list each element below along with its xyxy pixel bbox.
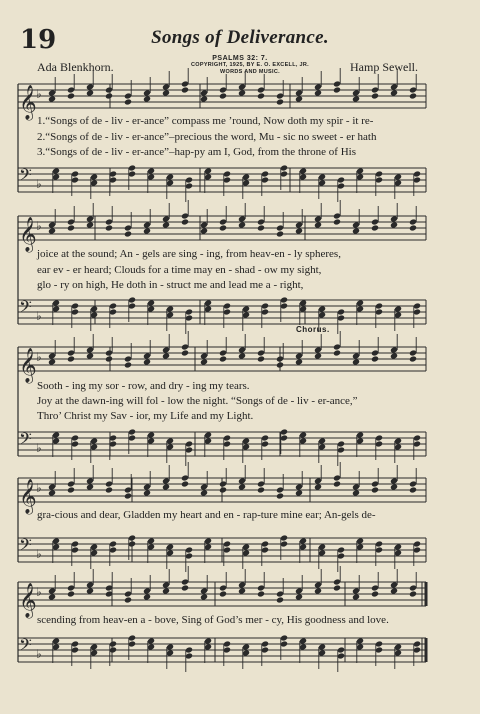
treble-clef-icon: 𝄞	[19, 479, 37, 514]
note-head	[162, 587, 170, 594]
note-head	[219, 92, 227, 99]
note-head	[143, 227, 151, 234]
note-head	[143, 95, 151, 102]
note-head	[276, 492, 284, 499]
note-head	[219, 590, 227, 597]
note-head	[124, 361, 132, 368]
flat-key-signature-icon: ♭	[36, 440, 42, 455]
note-head	[48, 227, 56, 234]
lyric-line: ear ev - er heard; Clouds for a time may en - shad - ow my sight,	[37, 264, 322, 276]
note-head	[257, 590, 265, 597]
note-head	[181, 349, 189, 356]
note-head	[67, 355, 75, 362]
note-head	[314, 483, 322, 490]
note-head	[67, 92, 75, 99]
note-head	[105, 224, 113, 231]
note-head	[371, 224, 379, 231]
flat-key-signature-icon: ♭	[36, 646, 42, 661]
note-head	[390, 352, 398, 359]
treble-clef-icon: 𝄞	[19, 583, 37, 618]
note-head	[333, 86, 341, 93]
flat-key-signature-icon: ♭	[36, 546, 42, 561]
note-head	[390, 89, 398, 96]
note-head	[86, 352, 94, 359]
note-head	[257, 224, 265, 231]
note-head	[124, 230, 132, 237]
note-head	[143, 489, 151, 496]
note-head	[200, 358, 208, 365]
note-head	[371, 355, 379, 362]
lyric-line: scending from heav-en a - bove, Sing of God’s mer - cy, His goodness and love.	[37, 614, 389, 626]
note-head	[67, 224, 75, 231]
note-head	[352, 95, 360, 102]
flat-key-signature-icon: ♭	[36, 349, 42, 364]
note-head	[314, 221, 322, 228]
note-head	[219, 224, 227, 231]
note-head	[219, 486, 227, 493]
note-head	[238, 352, 246, 359]
note-head	[295, 358, 303, 365]
flat-key-signature-icon: ♭	[36, 218, 42, 233]
note-head	[409, 224, 417, 231]
flat-key-signature-icon: ♭	[36, 86, 42, 101]
note-head	[48, 358, 56, 365]
treble-clef-icon: 𝄞	[19, 348, 37, 383]
note-head	[48, 593, 56, 600]
lyric-line: 2.“Songs of de - liv - er-ance”–precious the word, Mu - sic no sweet - er hath	[37, 131, 377, 143]
note-head	[352, 593, 360, 600]
chorus-label: Chorus.	[296, 325, 330, 334]
note-head	[371, 486, 379, 493]
note-head	[200, 593, 208, 600]
note-head	[86, 221, 94, 228]
note-head	[238, 221, 246, 228]
note-head	[200, 227, 208, 234]
flat-key-signature-icon: ♭	[36, 176, 42, 191]
note-head	[67, 590, 75, 597]
note-head	[162, 483, 170, 490]
note-head	[390, 221, 398, 228]
lyric-line: gra-cious and dear, Gladden my heart and en - rap-ture mine ear; An-gels de-	[37, 509, 376, 521]
note-head	[295, 593, 303, 600]
lyric-line: joice at the sound; An - gels are sing - ing, from heav-en - ly spheres,	[37, 248, 341, 260]
note-head	[238, 89, 246, 96]
note-head	[105, 92, 113, 99]
note-head	[409, 590, 417, 597]
bass-clef-icon: 𝄢	[19, 296, 32, 321]
note-head	[124, 98, 132, 105]
note-head	[105, 486, 113, 493]
note-head	[143, 593, 151, 600]
flat-key-signature-icon: ♭	[36, 480, 42, 495]
note-head	[257, 486, 265, 493]
bass-clef-icon: 𝄢	[19, 634, 32, 659]
composer-credit: Hamp Sewell.	[350, 60, 418, 74]
note-head	[314, 587, 322, 594]
note-head	[276, 596, 284, 603]
note-head	[409, 486, 417, 493]
note-head	[352, 358, 360, 365]
note-head	[181, 86, 189, 93]
note-head	[333, 218, 341, 225]
treble-clef-icon: 𝄞	[19, 217, 37, 252]
note-head	[105, 355, 113, 362]
note-head	[200, 95, 208, 102]
bass-clef-icon: 𝄢	[19, 164, 32, 189]
lyric-line: 1.“Songs of de - liv - er-ance” compass me ’round, Now doth my spir - it re-	[37, 115, 374, 127]
note-head	[162, 89, 170, 96]
note-head	[276, 361, 284, 368]
lyric-line: Joy at the dawn-ing will fol - low the night. “Songs of de - liv - er-ance,”	[37, 395, 358, 407]
note-head	[200, 489, 208, 496]
note-head	[390, 483, 398, 490]
note-head	[86, 89, 94, 96]
note-head	[314, 352, 322, 359]
copyright-line-1: COPYRIGHT, 1925, BY E. O. EXCELL, JR.	[191, 62, 309, 68]
note-head	[409, 355, 417, 362]
note-head	[67, 486, 75, 493]
note-head	[238, 587, 246, 594]
copyright-line-2: WORDS AND MUSIC.	[220, 68, 280, 75]
note-head	[162, 352, 170, 359]
note-head	[86, 483, 94, 490]
note-head	[181, 480, 189, 487]
note-head	[333, 584, 341, 591]
lyric-line: glo - ry on high, He doth in - struct me and lead me a - right,	[37, 279, 304, 291]
note-head	[295, 227, 303, 234]
note-head	[276, 230, 284, 237]
bass-clef-icon: 𝄢	[19, 534, 32, 559]
note-head	[181, 584, 189, 591]
note-head	[276, 98, 284, 105]
note-head	[371, 92, 379, 99]
note-head	[333, 480, 341, 487]
treble-clef-icon: 𝄞	[19, 85, 37, 120]
note-head	[390, 587, 398, 594]
note-head	[409, 92, 417, 99]
note-head	[219, 355, 227, 362]
note-head	[257, 92, 265, 99]
lyric-line: Sooth - ing my sor - row, and dry - ing my tears.	[37, 380, 250, 392]
note-head	[314, 89, 322, 96]
author-credit: Ada Blenkhorn.	[37, 60, 114, 74]
note-head	[333, 349, 341, 356]
note-head	[352, 227, 360, 234]
note-head	[86, 587, 94, 594]
flat-key-signature-icon: ♭	[36, 308, 42, 323]
hymn-title: Songs of Deliverance.	[151, 27, 329, 48]
note-head	[238, 483, 246, 490]
note-head	[124, 492, 132, 499]
lyric-line: Thro’ Christ my Sav - ior, my Life and my Light.	[37, 410, 254, 422]
note-head	[181, 218, 189, 225]
scripture-reference: PSALMS 32: 7.	[212, 55, 268, 62]
note-head	[295, 489, 303, 496]
note-head	[48, 489, 56, 496]
lyric-line: 3.“Songs of de - liv - er-ance”–hap-py am I, God, from the throne of His	[37, 146, 356, 158]
note-head	[352, 489, 360, 496]
hymn-number: 19	[20, 25, 57, 55]
note-head	[124, 596, 132, 603]
note-head	[295, 95, 303, 102]
note-head	[162, 221, 170, 228]
note-head	[371, 590, 379, 597]
flat-key-signature-icon: ♭	[36, 584, 42, 599]
note-head	[143, 358, 151, 365]
bass-clef-icon: 𝄢	[19, 428, 32, 453]
note-head	[48, 95, 56, 102]
note-head	[257, 355, 265, 362]
